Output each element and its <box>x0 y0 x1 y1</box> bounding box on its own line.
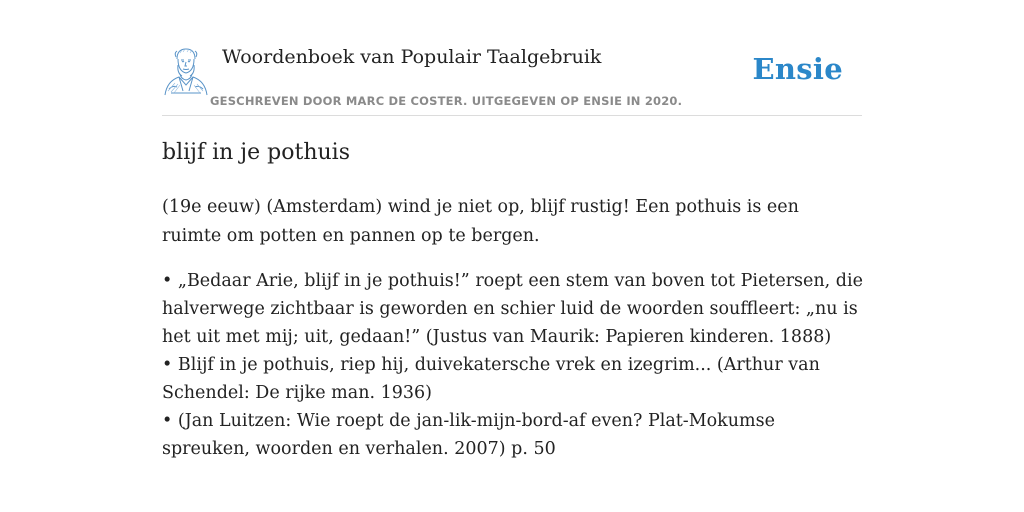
brand-logo[interactable]: Ensie <box>752 52 843 86</box>
author-byline: GESCHREVEN DOOR MARC DE COSTER. UITGEGEVEN OP ENSIE IN 2020. <box>210 94 683 108</box>
entry-title: blijf in je pothuis <box>162 140 350 165</box>
quote-item: • „Bedaar Arie, blijf in je pothuis!” roept een stem van boven tot Pietersen, die halverwege zichtbaar is geworden en schier luid de woorden souffleert: „nu is het uit met mij; uit, gedaan!” (Justus van Maurik: Papieren kinderen. 1888) <box>162 271 863 347</box>
quote-item: • (Jan Luitzen: Wie roept de jan-lik-mijn-bord-af even? Plat-Mokumse spreuken, woorden en verhalen. 2007) p. 50 <box>162 411 775 459</box>
dictionary-title[interactable]: Woordenboek van Populair Taalgebruik <box>222 46 602 68</box>
header-divider <box>162 115 862 116</box>
quote-list <box>162 267 867 463</box>
entry-definition: (19e eeuw) (Amsterdam) wind je niet op, blijf rustig! Een pothuis is een ruimte om potten en pannen op te bergen. <box>162 197 799 246</box>
author-portrait-icon <box>163 45 209 97</box>
avatar <box>163 45 209 97</box>
quote-item: • Blijf in je pothuis, riep hij, duivekatersche vrek en izegrim... (Arthur van Schendel: De rijke man. 1936) <box>162 355 820 403</box>
